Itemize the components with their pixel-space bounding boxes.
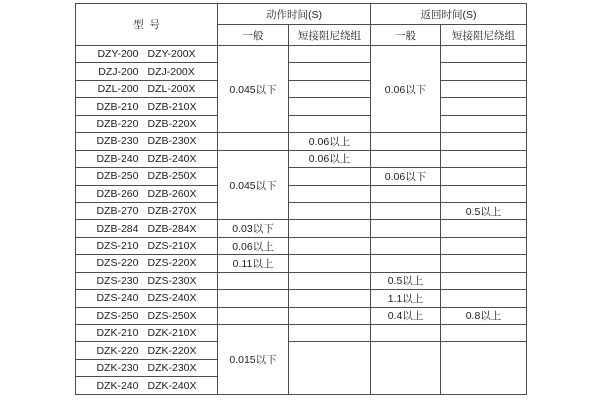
return-damping-cell xyxy=(441,168,527,185)
model-name: DZB-284 xyxy=(96,222,139,235)
table-row xyxy=(76,202,527,219)
return-general-cell: 0.06以下 xyxy=(371,46,441,133)
action-damping-cell xyxy=(289,272,371,289)
model-name-x: DZB-210X xyxy=(147,100,197,113)
return-damping-cell xyxy=(441,342,527,394)
return-damping-cell xyxy=(441,80,527,97)
model-cell xyxy=(76,46,218,63)
model-name: DZS-230 xyxy=(96,274,139,287)
action-damping-cell: 0.06以上 xyxy=(289,150,371,167)
action-general-cell xyxy=(218,272,289,289)
model-name: DZB-240 xyxy=(96,152,139,165)
action-general-cell: 0.06以上 xyxy=(218,237,289,254)
return-general-cell: 0.4以上 xyxy=(371,307,441,324)
model-name: DZB-250 xyxy=(96,170,139,183)
table-row xyxy=(76,237,527,254)
return-general-cell xyxy=(371,237,441,254)
model-name: DZS-210 xyxy=(96,240,139,253)
model-name: DZK-230 xyxy=(96,362,139,375)
action-general-cell: 0.045以下 xyxy=(218,150,289,220)
model-cell xyxy=(76,220,218,237)
model-cell xyxy=(76,185,218,202)
table-row xyxy=(76,220,527,237)
model-name-x: DZS-250X xyxy=(147,309,197,322)
model-name: DZB-210 xyxy=(96,100,139,113)
model-name: DZS-250 xyxy=(96,309,139,322)
table-row xyxy=(76,46,527,63)
return-damping-cell xyxy=(441,115,527,132)
return-damping-cell xyxy=(441,272,527,289)
model-name-x: DZB-284X xyxy=(147,222,197,235)
return-general-cell: 0.06以下 xyxy=(371,168,441,185)
return-damping-cell xyxy=(441,237,527,254)
table-row xyxy=(76,272,527,289)
action-damping-cell xyxy=(289,255,371,272)
model-name: DZB-270 xyxy=(96,205,139,218)
model-name-x: DZL-200X xyxy=(147,83,196,96)
model-name: DZB-220 xyxy=(96,117,139,130)
model-cell xyxy=(76,63,218,80)
return-damping-cell xyxy=(441,220,527,237)
action-damping-cell xyxy=(289,290,371,307)
table-row xyxy=(76,325,527,342)
model-cell xyxy=(76,202,218,219)
model-name-x: DZS-220X xyxy=(147,257,197,270)
model-cell xyxy=(76,290,218,307)
model-cell xyxy=(76,237,218,254)
return-general-cell xyxy=(371,325,441,342)
action-damping-cell xyxy=(289,98,371,115)
action-damping-cell xyxy=(289,63,371,80)
table-row xyxy=(76,255,527,272)
return-general-cell: 1.1以上 xyxy=(371,290,441,307)
action-damping-cell xyxy=(289,185,371,202)
model-name: DZK-220 xyxy=(96,344,139,357)
model-cell xyxy=(76,255,218,272)
model-name-x: DZJ-200X xyxy=(147,65,195,78)
table-row xyxy=(76,98,527,115)
header-action-time: 动作时间(S) xyxy=(218,4,371,25)
return-damping-cell xyxy=(441,46,527,63)
action-damping-cell xyxy=(289,325,371,342)
model-name-x: DZS-240X xyxy=(147,292,197,305)
table-row xyxy=(76,342,527,359)
return-general-cell xyxy=(371,220,441,237)
action-damping-cell: 0.06以上 xyxy=(289,133,371,150)
action-general-cell xyxy=(218,133,289,150)
model-name-x: DZS-210X xyxy=(147,240,197,253)
action-general-cell xyxy=(218,290,289,307)
model-cell xyxy=(76,98,218,115)
return-damping-cell xyxy=(441,325,527,342)
model-name: DZL-200 xyxy=(97,83,139,96)
model-name: DZB-260 xyxy=(96,187,139,200)
model-name-x: DZK-210X xyxy=(147,327,197,340)
model-name: DZS-220 xyxy=(96,257,139,270)
model-cell xyxy=(76,80,218,97)
return-general-cell xyxy=(371,185,441,202)
table-row xyxy=(76,185,527,202)
model-name: DZY-200 xyxy=(97,48,139,61)
action-damping-cell xyxy=(289,202,371,219)
model-cell xyxy=(76,168,218,185)
model-name-x: DZK-230X xyxy=(147,362,197,375)
return-general-cell xyxy=(371,133,441,150)
action-general-cell: 0.11以上 xyxy=(218,255,289,272)
model-name-x: DZY-200X xyxy=(147,48,196,61)
model-cell xyxy=(76,377,218,394)
return-damping-cell xyxy=(441,133,527,150)
return-general-cell xyxy=(371,255,441,272)
model-name-x: DZB-270X xyxy=(147,205,197,218)
relay-timing-spec-table xyxy=(75,3,527,395)
model-cell xyxy=(76,272,218,289)
return-damping-cell xyxy=(441,63,527,80)
action-damping-cell xyxy=(289,342,371,394)
table-row xyxy=(76,133,527,150)
model-cell xyxy=(76,150,218,167)
model-cell xyxy=(76,133,218,150)
action-damping-cell xyxy=(289,237,371,254)
model-cell xyxy=(76,342,218,359)
header-return-general: 一般 xyxy=(371,25,441,46)
action-general-cell: 0.015以下 xyxy=(218,325,289,395)
table-row xyxy=(76,168,527,185)
action-damping-cell xyxy=(289,168,371,185)
model-name: DZS-240 xyxy=(96,292,139,305)
header-action-damping: 短接阻尼绕组 xyxy=(289,25,371,46)
model-name-x: DZB-240X xyxy=(147,152,197,165)
model-name: DZK-210 xyxy=(96,327,139,340)
model-name: DZJ-200 xyxy=(98,65,139,78)
table-row xyxy=(76,307,527,324)
header-return-damping: 短接阻尼绕组 xyxy=(441,25,527,46)
action-damping-cell xyxy=(289,115,371,132)
action-damping-cell xyxy=(289,307,371,324)
return-damping-cell xyxy=(441,255,527,272)
header-return-time: 返回时间(S) xyxy=(371,4,527,25)
model-cell xyxy=(76,359,218,376)
table-row xyxy=(76,290,527,307)
model-cell xyxy=(76,115,218,132)
table-row xyxy=(76,63,527,80)
model-name-x: DZK-220X xyxy=(147,344,197,357)
action-general-cell xyxy=(218,307,289,324)
model-name-x: DZS-230X xyxy=(147,274,197,287)
model-name: DZB-230 xyxy=(96,135,139,148)
table-row xyxy=(76,150,527,167)
model-cell xyxy=(76,307,218,324)
return-damping-cell xyxy=(441,185,527,202)
table-row xyxy=(76,115,527,132)
header-model-label: 型 号 xyxy=(133,19,160,31)
action-general-cell: 0.03以下 xyxy=(218,220,289,237)
model-name: DZK-240 xyxy=(96,379,139,392)
action-damping-cell xyxy=(289,80,371,97)
return-general-cell xyxy=(371,342,441,394)
header-model xyxy=(76,4,218,46)
return-damping-cell xyxy=(441,150,527,167)
return-damping-cell: 0.5以上 xyxy=(441,202,527,219)
return-damping-cell: 0.8以上 xyxy=(441,307,527,324)
action-damping-cell xyxy=(289,220,371,237)
return-damping-cell xyxy=(441,98,527,115)
table-row xyxy=(76,80,527,97)
model-name-x: DZK-240X xyxy=(147,379,197,392)
model-cell xyxy=(76,325,218,342)
return-general-cell xyxy=(371,202,441,219)
model-name-x: DZB-250X xyxy=(147,170,197,183)
action-damping-cell xyxy=(289,46,371,63)
return-general-cell: 0.5以上 xyxy=(371,272,441,289)
header-row-1 xyxy=(76,4,527,25)
return-damping-cell xyxy=(441,290,527,307)
header-action-general: 一般 xyxy=(218,25,289,46)
model-name-x: DZB-260X xyxy=(147,187,197,200)
return-general-cell xyxy=(371,150,441,167)
model-name-x: DZB-220X xyxy=(147,117,197,130)
action-general-cell: 0.045以下 xyxy=(218,46,289,133)
model-name-x: DZB-230X xyxy=(147,135,197,148)
